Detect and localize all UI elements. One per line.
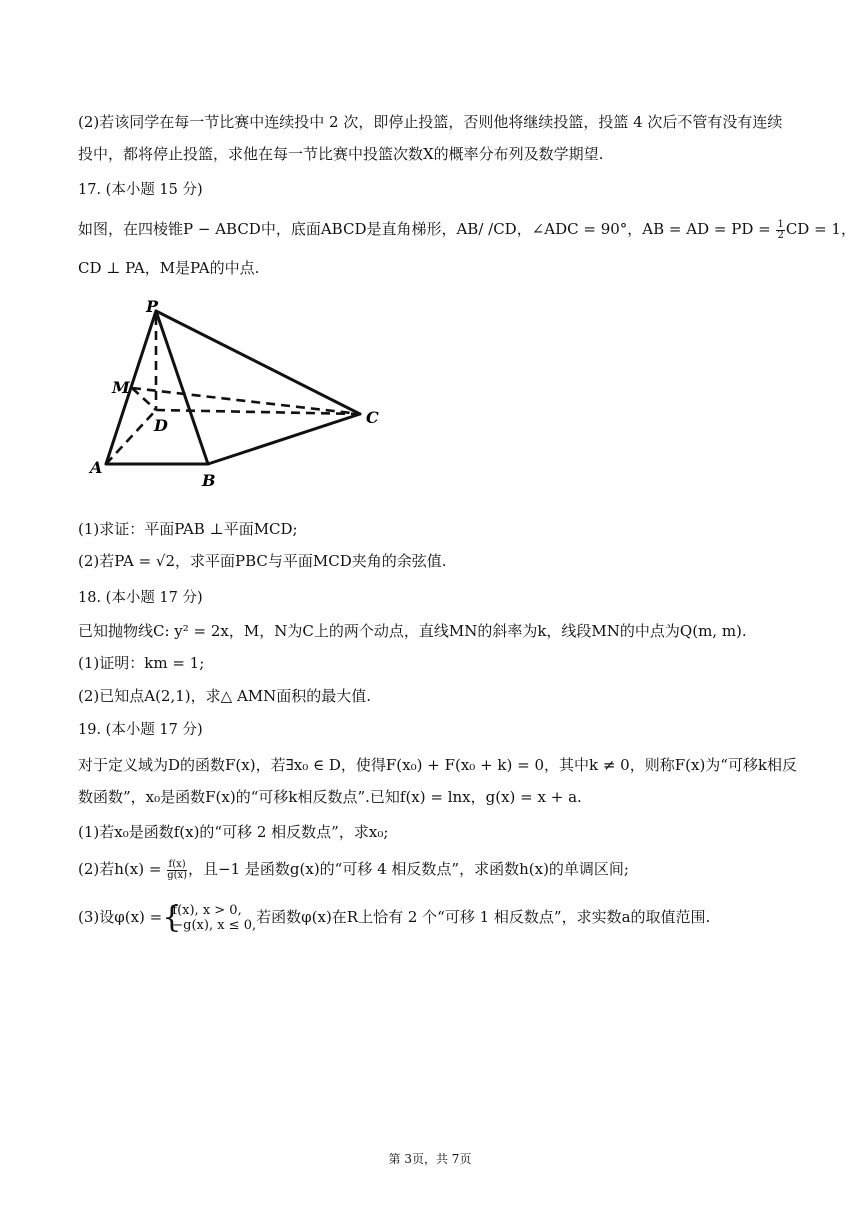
q17-fraction-den: 2 bbox=[777, 229, 784, 241]
q17-intro-line2: CD ⊥ PA，M是PA的中点. bbox=[78, 259, 260, 277]
q17-heading: 17. (本小题 15 分) bbox=[78, 182, 203, 198]
edge-BC bbox=[208, 414, 360, 464]
brace-icon: { bbox=[162, 900, 182, 935]
q19-case1: f(x), x > 0, bbox=[172, 903, 242, 918]
label-M: M bbox=[112, 378, 130, 397]
q17-part2: (2)若PA = √2，求平面PBC与平面MCD夹角的余弦值. bbox=[78, 552, 447, 570]
q19-piecewise bbox=[162, 900, 257, 935]
q18-part1: (1)证明：km = 1; bbox=[78, 654, 205, 672]
label-D: D bbox=[154, 416, 168, 435]
q19-intro-line1: 对于定义域为D的函数F(x)，若∃x₀ ∈ D，使得F(x₀) + F(x₀ + k) = 0，其中k ≠ 0，则称F(x)为“可移k相反 bbox=[78, 756, 798, 774]
q19-part3-a: (3)设φ(x) = bbox=[78, 908, 163, 926]
q19-part2-fraction bbox=[167, 860, 187, 881]
q17-part1: (1)求证：平面PAB ⊥平面MCD; bbox=[78, 520, 298, 538]
label-P: P bbox=[146, 297, 159, 316]
pyramid-figure bbox=[80, 296, 400, 496]
label-B: B bbox=[202, 471, 216, 490]
label-C: C bbox=[366, 408, 379, 427]
q19-part3-b: 若函数φ(x)在R上恰有 2 个“可移 1 相反数点”，求实数a的取值范围. bbox=[256, 908, 711, 926]
q17-intro-a: 如图，在四棱锥P − ABCD中，底面ABCD是直角梯形，AB/ /CD，∠ADC = 90°，AB = AD = PD = bbox=[78, 220, 776, 238]
q16-part2-line1: (2)若该同学在每一节比赛中连续投中 2 次，即停止投篮，否则他将继续投篮，投篮 4 次后不管有没有连续 bbox=[78, 113, 783, 131]
page-footer: 第 3页，共 7页 bbox=[388, 1152, 472, 1166]
q19-part2-fraction-num: f(x) bbox=[168, 858, 186, 870]
q19-part1: (1)若x₀是函数f(x)的“可移 2 相反数点”，求x₀; bbox=[78, 823, 389, 841]
q19-intro-line2: 数函数”，x₀是函数F(x)的“可移k相反数点”.已知f(x) = lnx，g(x) = x + a. bbox=[78, 788, 582, 806]
q17-intro-b: CD = 1， bbox=[785, 220, 856, 238]
q19-heading: 19. (本小题 17 分) bbox=[78, 722, 203, 738]
q19-part2-fraction-den: g(x) bbox=[167, 869, 188, 881]
q16-part2-line2: 投中，都将停止投篮，求他在每一节比赛中投篮次数X的概率分布列及数学期望. bbox=[78, 145, 604, 163]
q18-heading: 18. (本小题 17 分) bbox=[78, 590, 203, 606]
q18-intro: 已知抛物线C: y² = 2x，M，N为C上的两个动点，直线MN的斜率为k，线段MN的中点为Q(m, m). bbox=[78, 622, 747, 640]
q19-part2-b: ，且−1 是函数g(x)的“可移 4 相反数点”，求函数h(x)的单调区间; bbox=[188, 860, 629, 878]
q18-part2: (2)已知点A(2,1)，求△ AMN面积的最大值. bbox=[78, 687, 372, 705]
q19-part2 bbox=[78, 859, 788, 881]
q17-fraction-num: 1 bbox=[777, 218, 784, 230]
edge-MC bbox=[132, 388, 360, 414]
q17-intro-line1 bbox=[78, 218, 856, 241]
q19-part3 bbox=[78, 900, 788, 935]
q19-case2: −g(x), x ≤ 0, bbox=[172, 918, 257, 933]
label-A: A bbox=[90, 458, 103, 477]
q17-fraction bbox=[776, 220, 784, 241]
q19-part2-a: (2)若h(x) = bbox=[78, 860, 167, 878]
